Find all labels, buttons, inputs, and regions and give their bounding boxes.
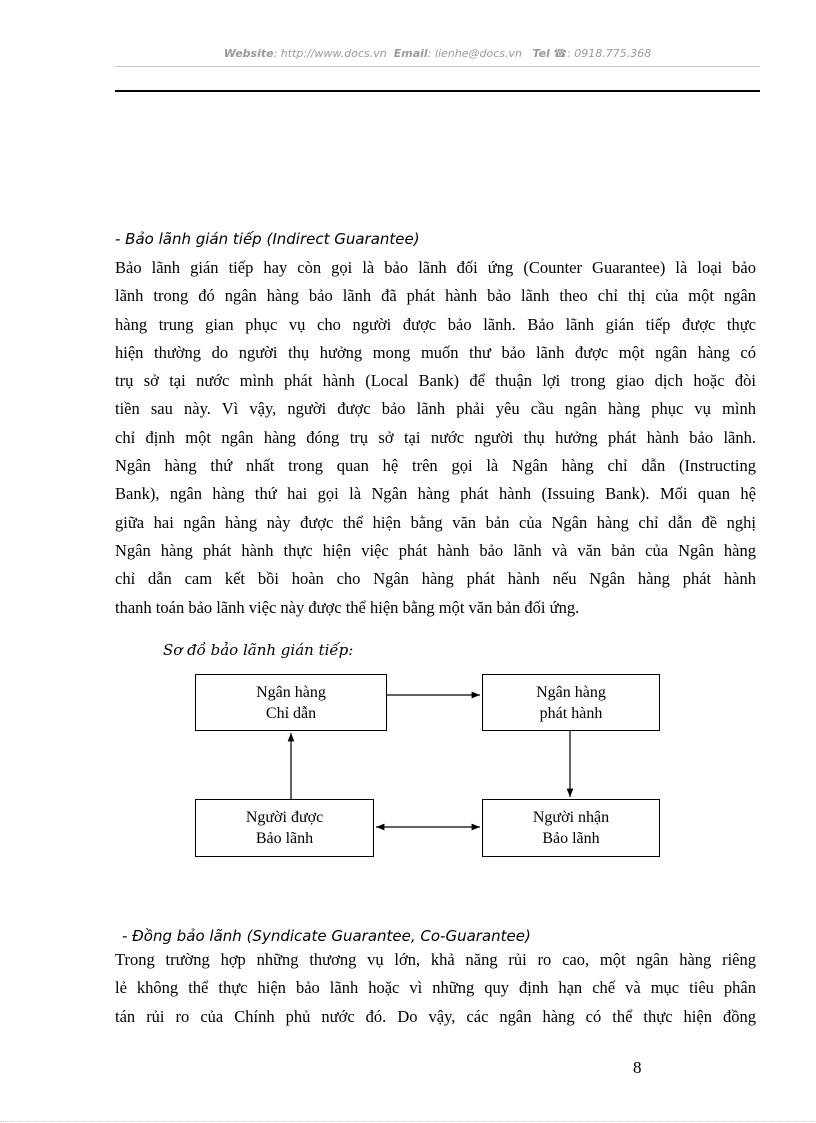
paragraph-line: chỉ định một ngân hàng đóng trụ sở tại nước người thụ hưởng phát hành bảo lãnh.	[115, 427, 756, 447]
tel-value: : 0918.775.368	[567, 47, 652, 60]
paragraph-line: trụ sở tại nước mình phát hành (Local Bank) để thuận lợi trong giao dịch hoặc đòi	[115, 371, 756, 391]
email-label: Email	[393, 47, 428, 60]
paragraph-line: Bank), ngân hàng thứ hai gọi là Ngân hàng phát hành (Issuing Bank). Mối quan hệ	[115, 484, 756, 504]
paragraph-line: lãnh trong đó ngân hàng bảo lãnh đã phát hành bảo lãnh theo chỉ thị của một ngân	[115, 286, 756, 306]
box-line: Chỉ dẫn	[265, 704, 317, 722]
section-heading-indirect-guarantee: - Bảo lãnh gián tiếp (Indirect Guarantee)	[115, 230, 420, 248]
footer-divider	[0, 1121, 816, 1122]
box-line: Bảo lãnh	[255, 830, 314, 847]
paragraph-line: giữa hai ngân hàng này được thể hiện bằng văn bản của Ngân hàng chỉ dẫn đề nghị	[115, 512, 756, 532]
paragraph-line: Trong trường hợp những thương vụ lớn, khả năng rủi ro cao, một ngân hàng riêng	[115, 950, 756, 969]
diagram-title: Sơ đồ bảo lãnh gián tiếp:	[163, 641, 354, 659]
website-label: Website	[223, 47, 274, 60]
box-line: Người nhận	[532, 809, 610, 826]
box-line: Ngân hàng	[536, 683, 606, 701]
phone-icon: ☎	[553, 47, 568, 60]
paragraph-line: lẻ không thể thực hiện bảo lãnh hoặc vì những quy định hạn chế và mục tiêu phân	[115, 978, 756, 998]
section-heading-co-guarantee: - Đồng bảo lãnh (Syndicate Guarantee, Co-Guarantee)	[122, 927, 531, 945]
paragraph-line: tán rủi ro của Chính phủ nước đó. Do vậy, các ngân hàng có thể thực hiện đồng	[115, 1006, 756, 1026]
paragraph-line: hàng trung gian phục vụ cho người được bảo lãnh. Bảo lãnh gián tiếp được thực	[115, 314, 756, 334]
paragraph-line: chỉ dẫn cam kết bồi hoàn cho Ngân hàng phát hành nếu Ngân hàng phát hành	[115, 569, 756, 589]
paragraph-line: hiện thường do người thụ hưởng mong muốn thư bảo lãnh được một ngân hàng có	[115, 342, 756, 362]
paragraph-line: thanh toán bảo lãnh việc này được thể hiện bằng một văn bản đối ứng.	[115, 597, 580, 617]
paragraph-line: Ngân hàng phát hành thực hiện việc phát hành bảo lãnh và văn bản của Ngân hàng	[115, 540, 756, 560]
paragraph-co-guarantee	[115, 946, 756, 1031]
tel-label: Tel	[532, 47, 550, 60]
box-line: Ngân hàng	[256, 683, 326, 701]
paragraph-line: Ngân hàng thứ nhất trong quan hệ trên gọi là Ngân hàng chỉ dẫn (Instructing	[115, 456, 756, 476]
paragraph-line: Bảo lãnh gián tiếp hay còn gọi là bảo lãnh đối ứng (Counter Guarantee) là loại bảo	[115, 258, 756, 277]
paragraph-line: tiền sau này. Vì vậy, người được bảo lãnh phải yêu cầu ngân hàng phục vụ mình	[115, 399, 756, 419]
email-value: : lienhe@docs.vn	[427, 47, 522, 60]
box-line: Bảo lãnh	[542, 830, 600, 847]
box-line: Người được	[245, 809, 324, 826]
website-value: : http://www.docs.vn	[273, 47, 387, 60]
box-line: phát hành	[539, 704, 603, 722]
page-number: 8	[633, 1058, 642, 1077]
